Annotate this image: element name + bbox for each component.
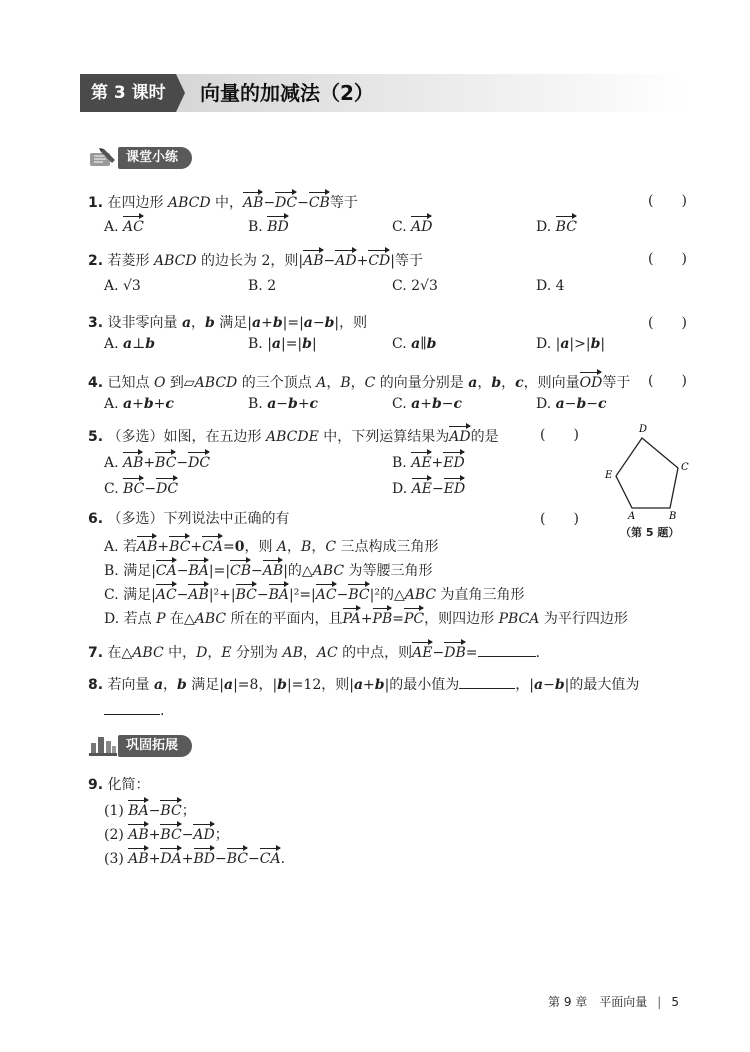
pentagon-figure — [596, 418, 696, 522]
q3-option-a: A. a⊥b — [104, 336, 156, 352]
answer-paren-3: ( ) — [648, 315, 687, 331]
q5-option-d: D. AE−ED — [392, 476, 465, 497]
question-4: 4. 已知点 O 到▱ABCD 的三个顶点 A，B，C 的向量分别是 a，b，c，则向量OD等于 — [88, 370, 630, 392]
page-title: 向量的加减法（2） — [200, 81, 374, 105]
vertex-label-c: C — [681, 462, 689, 473]
q6-option-a: A. 若AB+BC+CA=0，则 A，B，C 三点构成三角形 — [104, 534, 439, 556]
q7-answer-blank[interactable] — [478, 642, 536, 657]
pencil-icon — [88, 146, 118, 170]
footer-chapter: 第 9 章 平面向量 — [548, 995, 648, 1009]
q2-option-d: D. 4 — [536, 278, 565, 294]
question-7: 7. 在△ABC 中，D，E 分别为 AB，AC 的中点，则AE−DB= . — [88, 640, 540, 662]
q4-option-c: C. a+b−c — [392, 396, 462, 412]
answer-paren-1: ( ) — [648, 193, 687, 209]
q1-option-c: C. AD — [392, 214, 432, 235]
lesson-header — [80, 74, 686, 112]
question-9: 9. 化简： — [88, 777, 150, 793]
lesson-arrow — [176, 74, 185, 112]
q5-option-a: A. AB+BC−DC — [104, 450, 210, 471]
q3-option-c: C. a∥b — [392, 336, 437, 352]
q3-option-b: B. |a|=|b| — [248, 336, 317, 352]
q6-option-d: D. 若点 P 在△ABC 所在的平面内，且PA+PB=PC，则四边形 PBCA 为平行四边形 — [104, 606, 628, 628]
q1-option-a: A. AC — [104, 214, 144, 235]
answer-paren-4: ( ) — [648, 373, 687, 389]
q1-option-d: D. BC — [536, 214, 577, 235]
section-extension-tag — [88, 734, 192, 758]
q9-part-2: (2) AB+BC−AD； — [104, 822, 229, 844]
q6-option-c: C. 满足|AC−AB|²+|BC−BA|²=|AC−BC|²的△ABC 为直角三角形 — [104, 582, 525, 604]
q6-option-b: B. 满足|CA−BA|=|CB−AB|的△ABC 为等腰三角形 — [104, 558, 433, 580]
footer-separator: | — [657, 995, 662, 1009]
question-8: 8. 若向量 a，b 满足|a|=8，|b|=12，则|a+b|的最小值为 ，|a−b|的最大值为 — [88, 674, 639, 694]
q8-answer-blank-1[interactable] — [459, 674, 515, 689]
figure-caption: （第 5 题） — [620, 526, 680, 539]
q1-option-b: B. BD — [248, 214, 289, 235]
vertex-label-a: A — [628, 511, 636, 522]
q4-option-d: D. a−b−c — [536, 396, 607, 412]
q3-option-d: D. |a|>|b| — [536, 336, 606, 352]
q4-option-b: B. a−b+c — [248, 396, 319, 412]
vertex-label-e: E — [605, 470, 613, 481]
question-1: 1. 在四边形 ABCD 中，AB−DC−CB等于 — [88, 190, 358, 212]
section-extension-label: 巩固拓展 — [118, 735, 192, 757]
q9-part-1: (1) BA−BC； — [104, 798, 196, 820]
question-3: 3. 设非零向量 a，b 满足|a+b|=|a−b|，则 — [88, 315, 368, 331]
q8-line-2: . — [104, 700, 164, 719]
q9-part-3: (3) AB+DA+BD−BC−CA. — [104, 846, 285, 867]
page-number: 5 — [671, 995, 679, 1009]
answer-paren-5: ( ) — [540, 427, 579, 443]
q5-option-c: C. BC−DC — [104, 476, 178, 497]
question-6: 6. （多选）下列说法中正确的有 — [88, 511, 290, 527]
q8-answer-blank-2[interactable] — [104, 700, 160, 715]
question-5: 5. （多选）如图，在五边形 ABCDE 中，下列运算结果为AD的是 — [88, 424, 499, 446]
page-footer — [548, 993, 679, 1010]
answer-paren-2: ( ) — [648, 251, 687, 267]
vertex-label-b: B — [669, 511, 677, 522]
q4-option-a: A. a+b+c — [104, 396, 174, 412]
q2-option-a: A. √3 — [104, 278, 141, 294]
question-2: 2. 若菱形 ABCD 的边长为 2，则|AB−AD+CD|等于 — [88, 248, 423, 270]
building-icon — [88, 734, 118, 758]
vertex-label-d: D — [639, 424, 648, 435]
q2-option-c: C. 2√3 — [392, 278, 438, 294]
q5-option-b: B. AE+ED — [392, 450, 465, 471]
section-practice-label: 课堂小练 — [118, 147, 192, 169]
section-practice-tag — [88, 146, 192, 170]
lesson-number: 第 3 课时 — [80, 74, 176, 112]
answer-paren-6: ( ) — [540, 511, 579, 527]
q2-option-b: B. 2 — [248, 278, 277, 294]
